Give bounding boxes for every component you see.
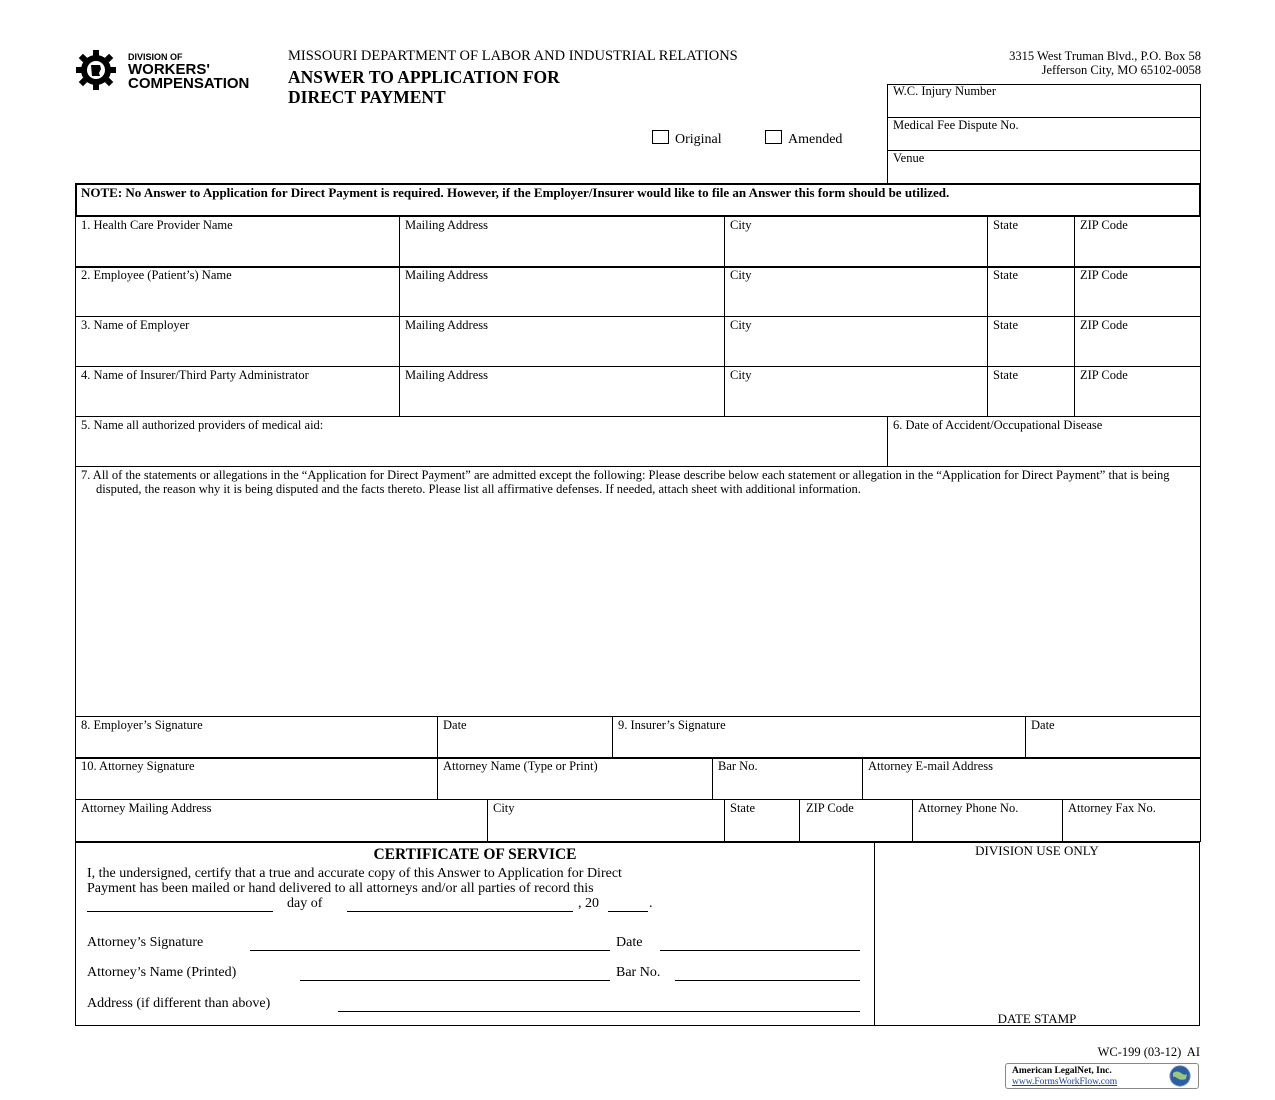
service-day-line[interactable]: [87, 911, 273, 912]
insurer-address-field[interactable]: Mailing Address: [405, 368, 488, 382]
address-label: Address (if different than above): [87, 996, 271, 1011]
attorney-email-field[interactable]: Attorney E-mail Address: [868, 759, 993, 773]
insurer-name-field[interactable]: 4. Name of Insurer/Third Party Administrator: [81, 368, 309, 382]
attorney-fax-field[interactable]: Attorney Fax No.: [1068, 801, 1156, 815]
division-use-box: [874, 842, 1200, 1026]
attorney-sig-label: Attorney’s Signature: [87, 935, 204, 950]
employee-address-field[interactable]: Mailing Address: [405, 268, 488, 282]
insurer-signature-field[interactable]: 9. Insurer’s Signature: [618, 718, 726, 732]
employer-zip-field[interactable]: ZIP Code: [1080, 318, 1128, 332]
employer-sig-date-field[interactable]: Date: [443, 718, 467, 732]
provider-state-field[interactable]: State: [993, 218, 1018, 232]
employee-name-field[interactable]: 2. Employee (Patient’s) Name: [81, 268, 232, 282]
address-line1: 3315 West Truman Blvd., P.O. Box 58: [1009, 49, 1201, 63]
provider-zip-field[interactable]: ZIP Code: [1080, 218, 1128, 232]
employee-city-field[interactable]: City: [730, 268, 752, 282]
logo-line2: WORKERS': [128, 61, 210, 78]
attorney-name-field[interactable]: Attorney Name (Type or Print): [443, 759, 598, 773]
accident-date-field[interactable]: 6. Date of Accident/Occupational Disease: [893, 418, 1103, 432]
venue-field[interactable]: Venue: [893, 151, 925, 165]
certificate-text-line1: I, the undersigned, certify that a true and accurate copy of this Answer to Application for Direct: [87, 866, 622, 881]
insurer-state-field[interactable]: State: [993, 368, 1018, 382]
service-year-line[interactable]: [608, 911, 648, 912]
certificate-text-line2: Payment has been mailed or hand delivered to all attorneys and/or all parties of record this: [87, 881, 594, 896]
office-address: [1009, 49, 1201, 77]
form-title-line1: ANSWER TO APPLICATION FOR: [288, 67, 560, 87]
division-use-label: DIVISION USE ONLY: [975, 843, 1099, 858]
amended-checkbox[interactable]: [765, 130, 842, 148]
employer-address-field[interactable]: Mailing Address: [405, 318, 488, 332]
form-title-line2: DIRECT PAYMENT: [288, 87, 446, 107]
attorney-phone-field[interactable]: Attorney Phone No.: [918, 801, 1019, 815]
logo-line3: COMPENSATION: [128, 75, 250, 92]
vendor-badge[interactable]: [1005, 1063, 1199, 1089]
attorney-signature-field[interactable]: 10. Attorney Signature: [81, 759, 195, 773]
year-prefix-label: , 20: [578, 896, 599, 911]
address-line[interactable]: [338, 1011, 860, 1012]
cert-bar-label: Bar No.: [616, 965, 661, 980]
provider-address-field[interactable]: Mailing Address: [405, 218, 488, 232]
checkbox-square[interactable]: [765, 130, 782, 144]
attorney-sig-line[interactable]: [250, 950, 610, 951]
attorney-address-field[interactable]: Attorney Mailing Address: [81, 801, 212, 815]
attorney-city-field[interactable]: City: [493, 801, 515, 815]
employee-state-field[interactable]: State: [993, 268, 1018, 282]
employer-state-field[interactable]: State: [993, 318, 1018, 332]
division-logo: [74, 50, 274, 90]
employer-city-field[interactable]: City: [730, 318, 752, 332]
id-box: [887, 84, 1201, 184]
cert-date-label: Date: [616, 935, 643, 950]
certificate-title: CERTIFICATE OF SERVICE: [373, 846, 577, 863]
service-month-line[interactable]: [347, 911, 573, 912]
insurer-city-field[interactable]: City: [730, 368, 752, 382]
injury-number-field[interactable]: W.C. Injury Number: [893, 84, 996, 98]
vendor-link[interactable]: www.FormsWorkFlow.com: [1012, 1077, 1118, 1087]
attorney-name-label: Attorney’s Name (Printed): [87, 965, 237, 980]
employer-name-field[interactable]: 3. Name of Employer: [81, 318, 190, 332]
note-text: NOTE: No Answer to Application for Direct Payment is required. However, if the Employer/Insurer would like to file an Answer this form should be utilized.: [81, 185, 950, 200]
cert-bar-line[interactable]: [675, 980, 860, 981]
checkbox-square[interactable]: [652, 130, 669, 144]
amended-label: Amended: [788, 132, 843, 147]
provider-name-field[interactable]: 1. Health Care Provider Name: [81, 218, 233, 232]
insurer-sig-date-field[interactable]: Date: [1031, 718, 1055, 732]
original-label: Original: [675, 132, 722, 147]
authorized-providers-field[interactable]: 5. Name all authorized providers of medical aid:: [81, 418, 324, 432]
globe-icon: [1168, 1065, 1192, 1087]
logo-line1: DIVISION OF: [128, 52, 183, 62]
address-line2: Jefferson City, MO 65102-0058: [1041, 63, 1201, 77]
cert-date-line[interactable]: [660, 950, 860, 951]
attorney-zip-field[interactable]: ZIP Code: [806, 801, 854, 815]
date-stamp-label: DATE STAMP: [997, 1011, 1077, 1026]
employee-zip-field[interactable]: ZIP Code: [1080, 268, 1128, 282]
provider-city-field[interactable]: City: [730, 218, 752, 232]
attorney-name-line[interactable]: [300, 980, 610, 981]
disputed-statements-field[interactable]: 7. All of the statements or allegations in the “Application for Direct Payment” are admitted except the following: Please describe below each statement or allegation in the “Application for Direct Payment” that is being disputed, the reason why it is being disputed and the facts thereto. Please list all affirmative defenses. If needed, attach sheet with additional information.: [81, 468, 1170, 496]
original-checkbox[interactable]: [652, 130, 722, 148]
form-number: WC-199 (03-12) AI: [1097, 1045, 1200, 1059]
vendor-name: American LegalNet, Inc.: [1012, 1066, 1112, 1076]
employer-signature-field[interactable]: 8. Employer’s Signature: [81, 718, 203, 732]
fee-dispute-field[interactable]: Medical Fee Dispute No.: [893, 118, 1019, 132]
gear-icon: [74, 50, 118, 90]
insurer-zip-field[interactable]: ZIP Code: [1080, 368, 1128, 382]
department-name: MISSOURI DEPARTMENT OF LABOR AND INDUSTRIAL RELATIONS: [288, 48, 738, 64]
day-of-label: day of: [287, 896, 323, 911]
bar-number-field[interactable]: Bar No.: [718, 759, 758, 773]
attorney-state-field[interactable]: State: [730, 801, 755, 815]
period: .: [649, 896, 653, 911]
